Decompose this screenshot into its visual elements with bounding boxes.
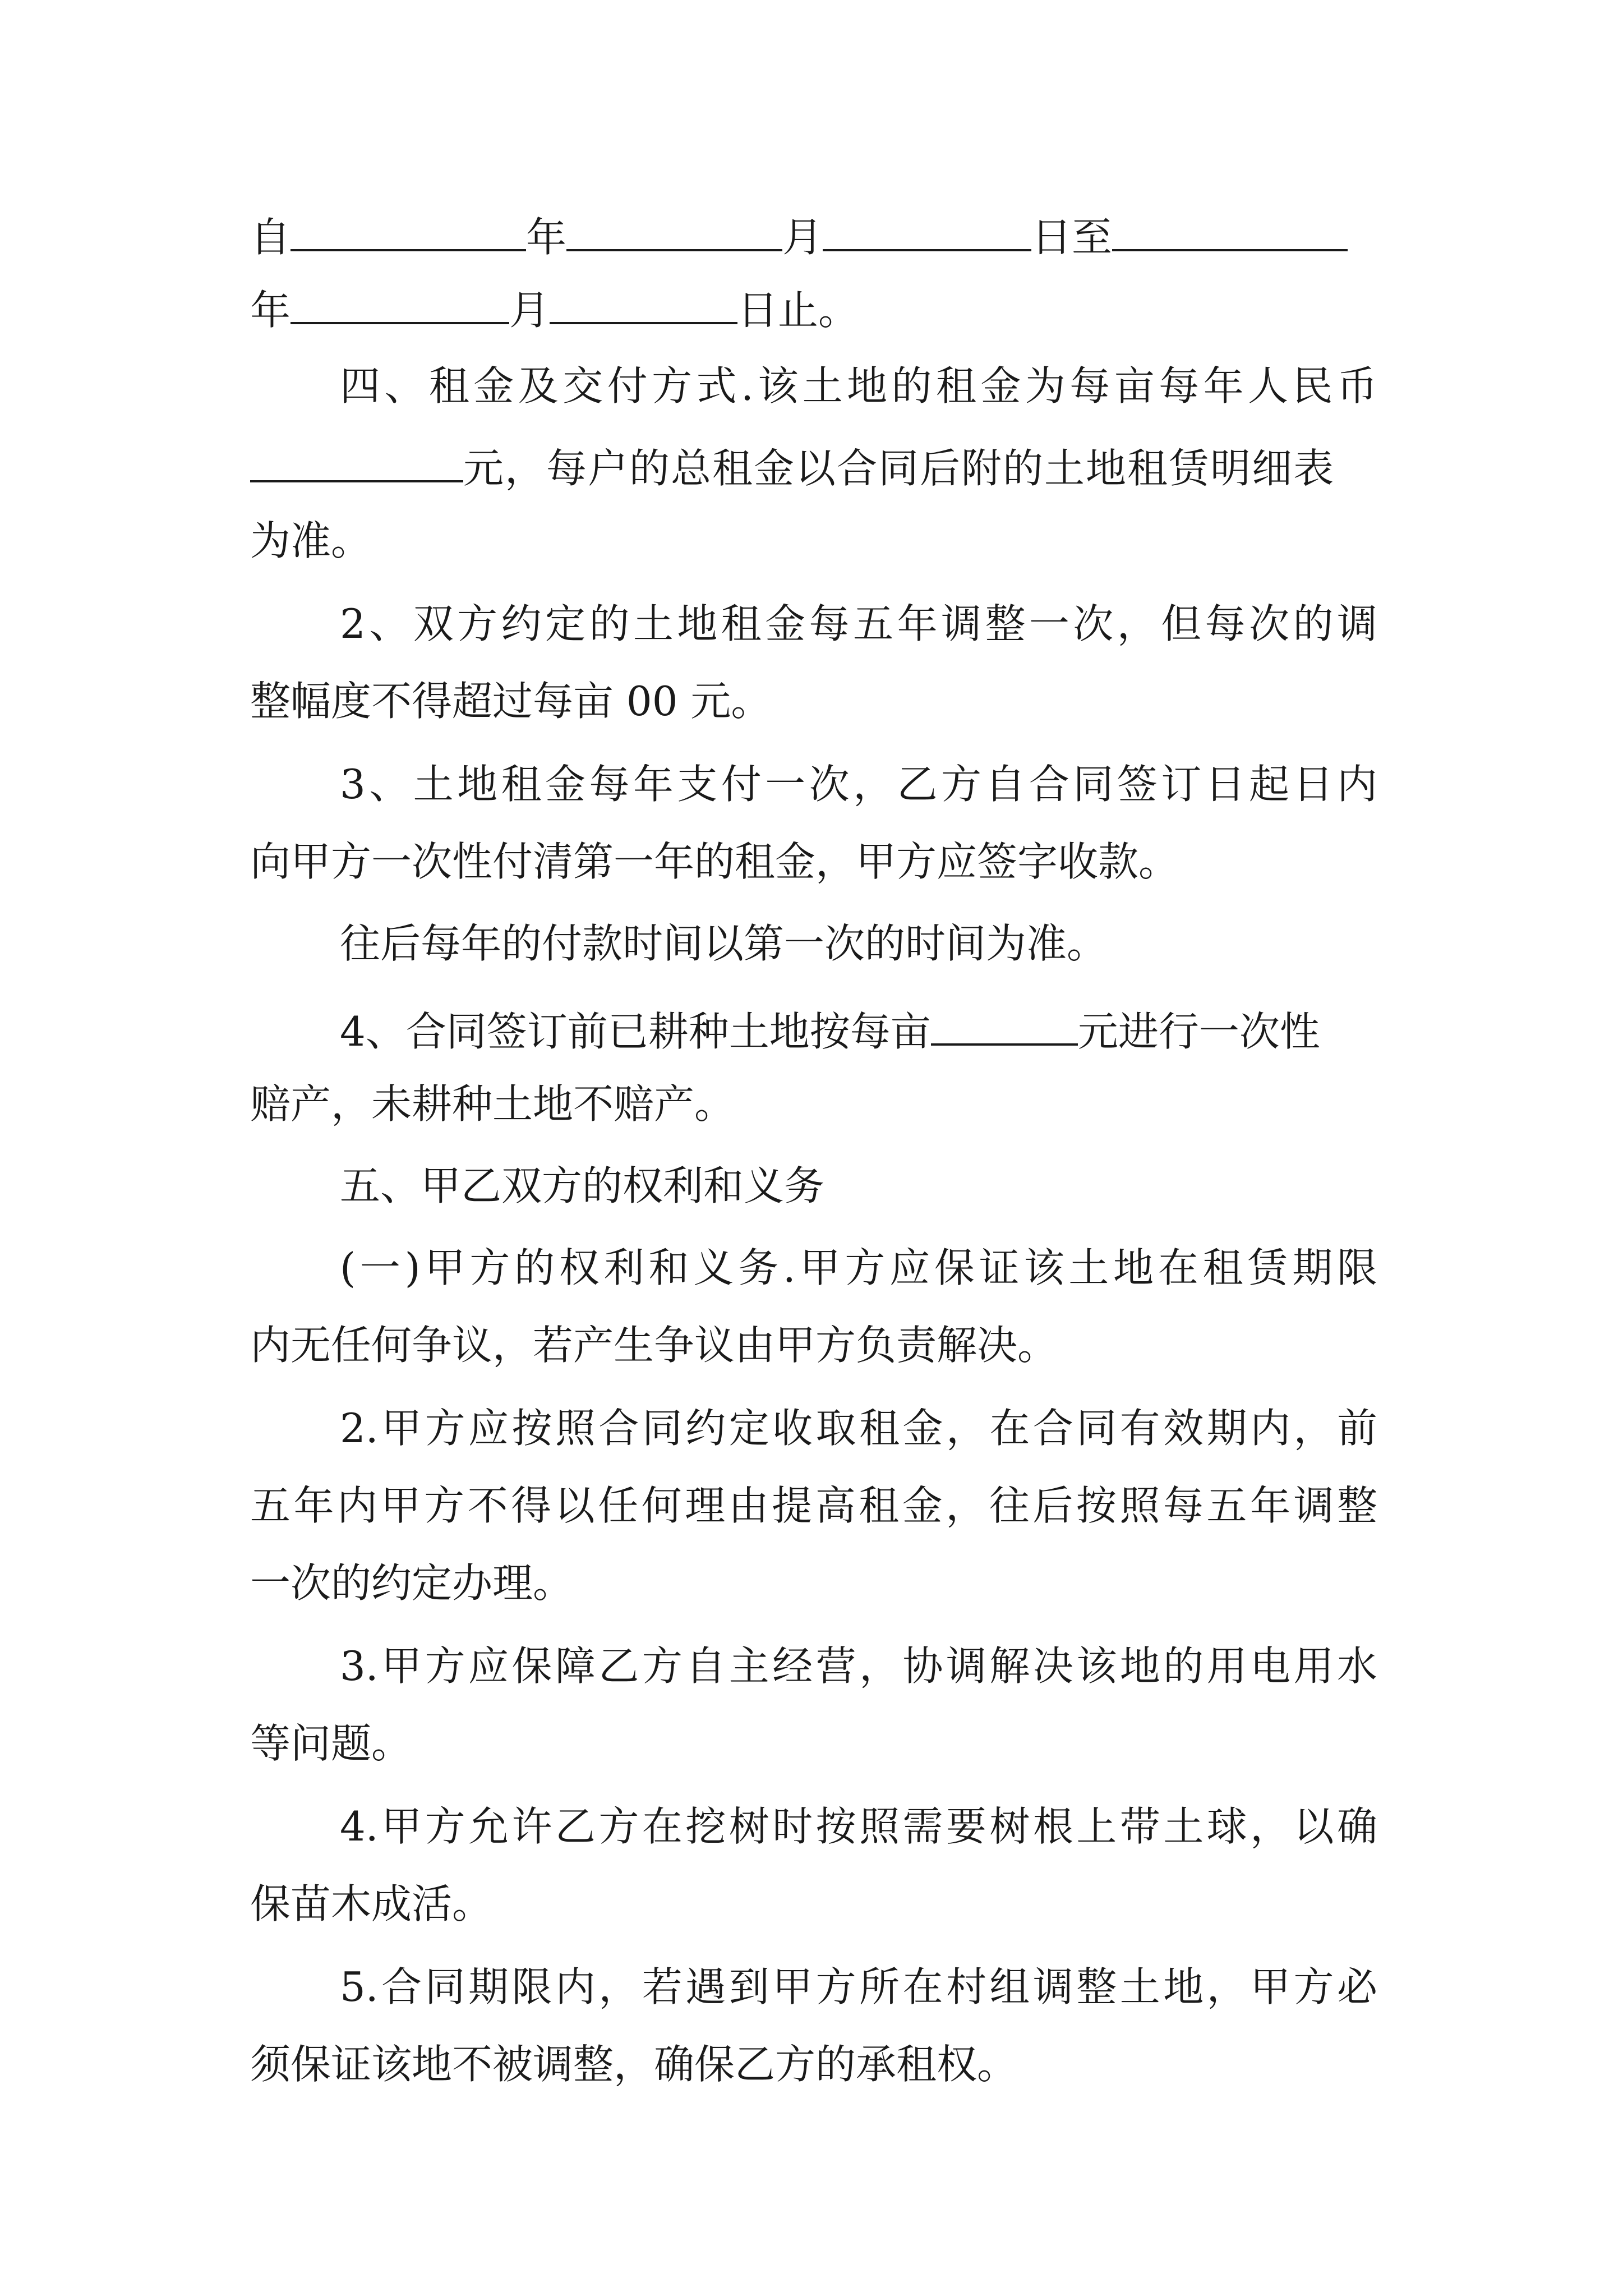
section4-text-2: 元，每户的总租金以合同后附的土地租赁明细表 bbox=[463, 445, 1335, 492]
item3-text-2: 向甲方一次性付清第一年的租金，甲方应签字收款。 bbox=[250, 841, 1179, 885]
a4-text-1: 4.甲方允许乙方在挖树时按照需要树根上带土球，以确 bbox=[340, 1806, 1377, 1850]
a5-text-2: 须保证该地不被调整，确保乙方的承租权。 bbox=[250, 2044, 1018, 2088]
item3-text-3: 往后每年的付款时间以第一次的时间为准。 bbox=[340, 923, 1108, 967]
section5-title-line bbox=[250, 1166, 1377, 1243]
a4-text-2: 保苗木成活。 bbox=[250, 1884, 493, 1927]
date-range-line-2 bbox=[250, 285, 1377, 362]
blank-end-day[interactable] bbox=[550, 285, 737, 324]
a3-line-1 bbox=[250, 1646, 1377, 1723]
a4-line-2 bbox=[250, 1884, 1377, 1961]
text-year: 年 bbox=[526, 214, 567, 261]
a5-line-2 bbox=[250, 2044, 1377, 2122]
a2-text-1: 2.甲方应按照合同约定收取租金，在合同有效期内，前 bbox=[340, 1408, 1377, 1452]
a2-text-3: 一次的约定办理。 bbox=[250, 1563, 574, 1607]
blank-compensation[interactable] bbox=[931, 1006, 1078, 1046]
item2-line-1 bbox=[250, 604, 1377, 681]
item3-line-2 bbox=[250, 841, 1377, 919]
item4-line-1 bbox=[250, 1006, 1377, 1084]
text-year-2: 年 bbox=[250, 287, 291, 334]
a2-line-3 bbox=[250, 1563, 1377, 1640]
item3-text-1: 3、土地租金每年支付一次，乙方自合同签订日起日内 bbox=[340, 764, 1377, 808]
item2-text-1: 2、双方约定的土地租金每五年调整一次，但每次的调 bbox=[340, 604, 1377, 647]
blank-end-month[interactable] bbox=[291, 285, 509, 324]
a2-line-2 bbox=[250, 1485, 1377, 1563]
text-day-end: 日止。 bbox=[737, 287, 859, 334]
a2-text-2: 五年内甲方不得以任何理由提高租金，往后按照每五年调整 bbox=[250, 1485, 1377, 1529]
a3-text-1: 3.甲方应保障乙方自主经营，协调解决该地的用电用水 bbox=[340, 1646, 1377, 1690]
text-month: 月 bbox=[782, 214, 823, 261]
section4-text-3: 为准。 bbox=[250, 521, 372, 564]
a5-line-1 bbox=[250, 1967, 1377, 2044]
blank-rent-per-mu[interactable] bbox=[250, 443, 463, 482]
a1-line-1 bbox=[250, 1248, 1377, 1325]
item2-line-2 bbox=[250, 681, 1377, 758]
item4-text-2: 赔产，未耕种土地不赔产。 bbox=[250, 1084, 735, 1128]
item4-line-2 bbox=[250, 1084, 1377, 1161]
item4-text-1b: 元进行一次性 bbox=[1077, 1008, 1320, 1055]
a4-line-1 bbox=[250, 1806, 1377, 1884]
date-range-line-1 bbox=[250, 212, 1377, 289]
text-from: 自 bbox=[250, 214, 291, 261]
item3-line-3 bbox=[250, 923, 1377, 1001]
a2-line-1 bbox=[250, 1408, 1377, 1485]
text-month-2: 月 bbox=[509, 287, 550, 334]
section5-title: 五、甲乙双方的权利和义务 bbox=[340, 1166, 825, 1209]
a1-text-2: 内无任何争议，若产生争议由甲方负责解决。 bbox=[250, 1325, 1058, 1369]
blank-start-year[interactable] bbox=[291, 212, 526, 251]
blank-start-day[interactable] bbox=[823, 212, 1031, 251]
section4-line-2 bbox=[250, 443, 1377, 521]
a3-line-2 bbox=[250, 1723, 1377, 1801]
item2-text-2: 整幅度不得超过每亩 00 元。 bbox=[250, 681, 772, 725]
a1-text-1: (一)甲方的权利和义务.甲方应保证该土地在租赁期限 bbox=[340, 1248, 1377, 1291]
contract-text bbox=[250, 202, 1377, 2088]
a5-text-1: 5.合同期限内，若遇到甲方所在村组调整土地，甲方必 bbox=[340, 1967, 1377, 2010]
item4-text-1a: 4、合同签订前已耕种土地按每亩 bbox=[340, 1008, 931, 1055]
section4-text-1: 四、租金及交付方式.该土地的租金为每亩每年人民币 bbox=[340, 366, 1377, 409]
section4-line-3 bbox=[250, 521, 1377, 598]
a1-line-2 bbox=[250, 1325, 1377, 1402]
text-day-to: 日至 bbox=[1031, 214, 1113, 261]
blank-start-month[interactable] bbox=[566, 212, 782, 251]
section4-line-1 bbox=[250, 366, 1377, 443]
a3-text-2: 等问题。 bbox=[250, 1723, 412, 1767]
item3-line-1 bbox=[250, 764, 1377, 841]
blank-end-year[interactable] bbox=[1112, 212, 1348, 251]
